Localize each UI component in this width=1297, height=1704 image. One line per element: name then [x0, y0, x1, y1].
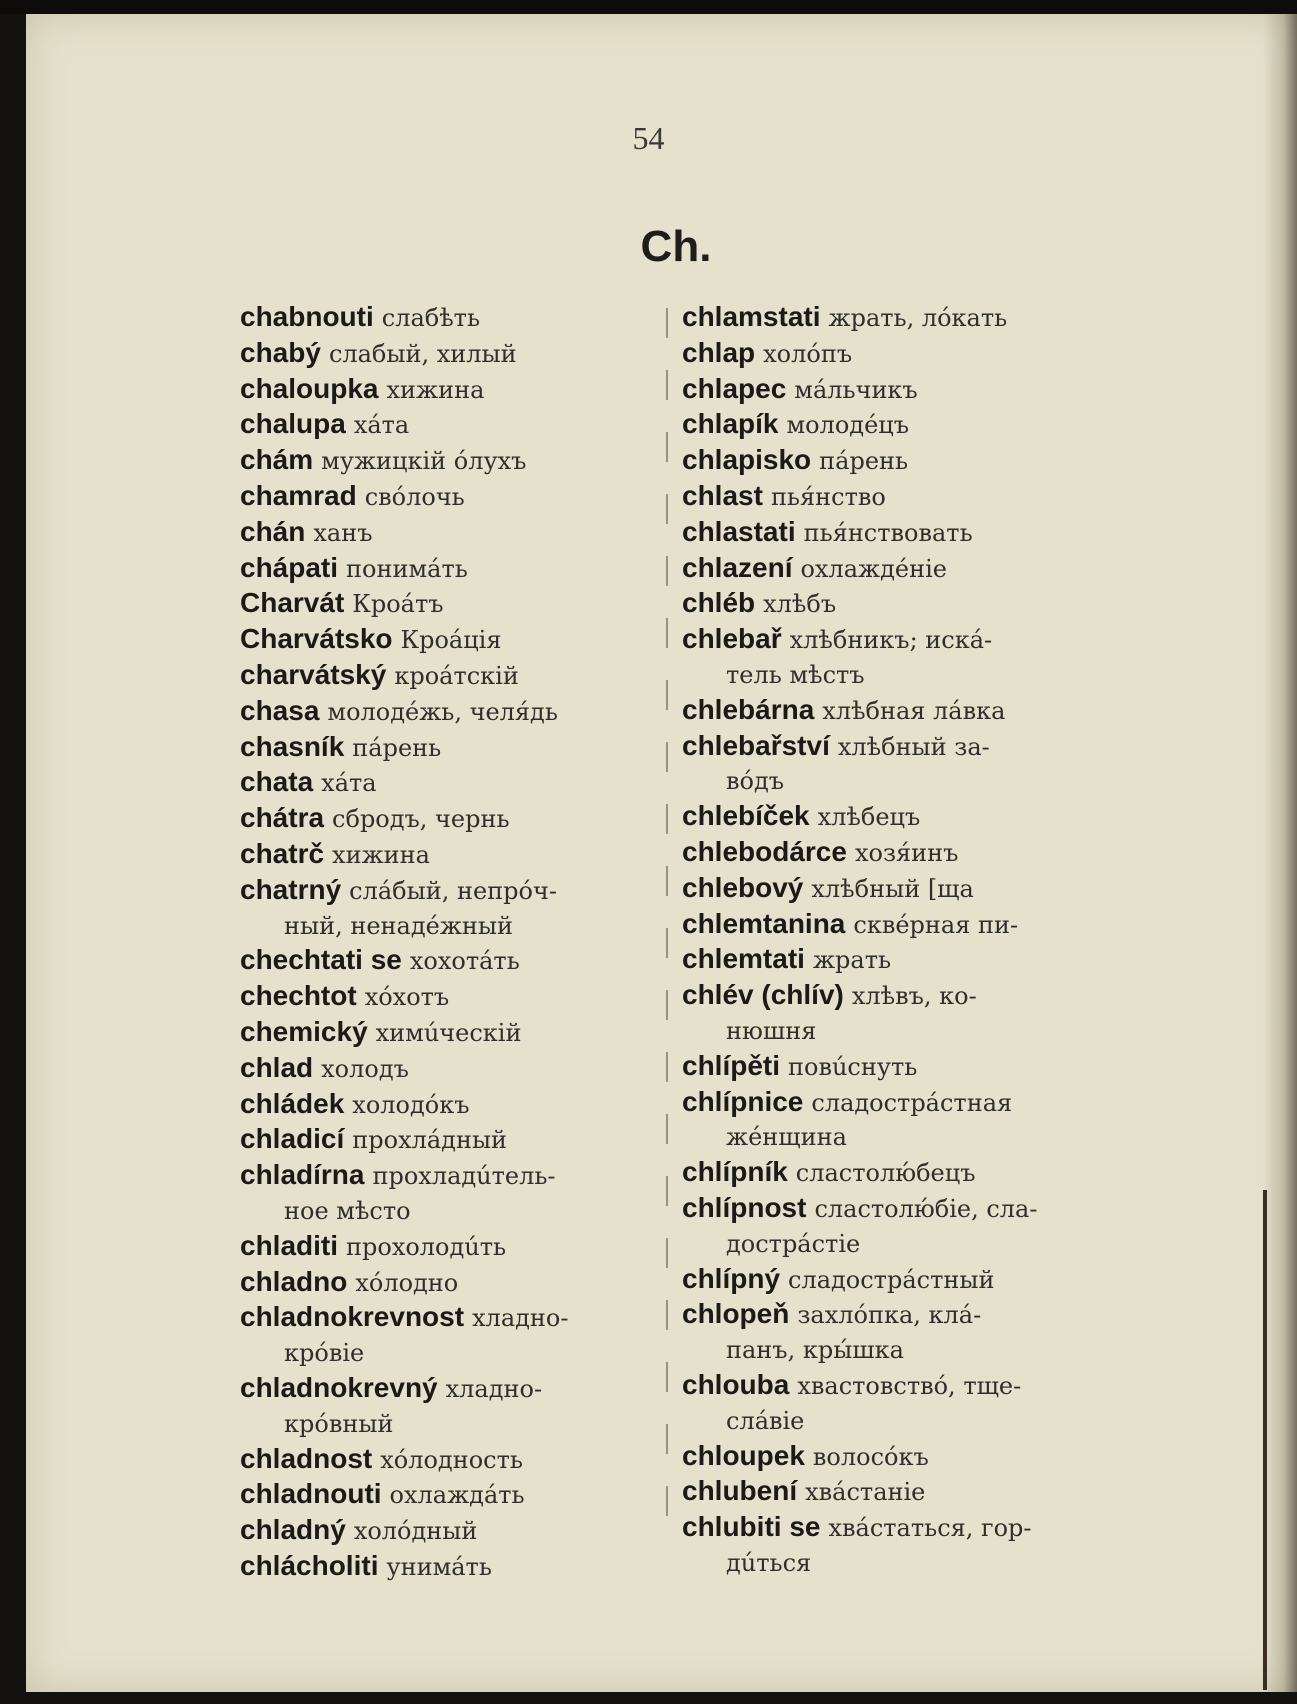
entry-headword: charvátský: [240, 658, 387, 690]
entry-translation-continuation: крóвіе: [284, 1339, 365, 1368]
entry-translation: холóдный: [353, 1517, 478, 1546]
dictionary-entry: [682, 1191, 1102, 1262]
entry-headword: chápati: [240, 551, 339, 583]
entry-translation-continuation: жéнщина: [726, 1123, 847, 1152]
entry-headword: chlemtanina: [682, 907, 846, 939]
entry-headword: chlazení: [682, 551, 793, 583]
entry-translation: хлѣбная лáвка: [822, 696, 1006, 725]
dictionary-entry: [240, 694, 660, 730]
spine-edge: [1263, 1190, 1267, 1690]
dictionary-entry: [682, 1155, 1102, 1191]
dictionary-entry: [240, 1158, 660, 1229]
entry-translation: сластолю́бецъ: [795, 1159, 976, 1188]
entry-headword: chlapisko: [682, 444, 812, 476]
dictionary-entry: [240, 443, 660, 479]
dictionary-entry: [682, 729, 1102, 800]
entry-headword: chládek: [240, 1087, 345, 1119]
dictionary-entry: [682, 1085, 1102, 1156]
entry-headword: chlapík: [682, 408, 779, 440]
entry-translation: хижина: [332, 840, 430, 869]
entry-translation-continuation: тель мѣстъ: [726, 660, 865, 689]
entry-headword: chatrný: [240, 873, 342, 905]
entry-translation: хóлодно: [355, 1268, 459, 1297]
dictionary-entry: [240, 300, 660, 336]
dictionary-entry: [240, 407, 660, 443]
entry-translation: сладострáстная: [811, 1088, 1013, 1117]
entry-translation: хóхотъ: [364, 983, 450, 1012]
entry-headword: chlebárna: [682, 693, 815, 725]
entry-translation: захлóпка, клá-: [797, 1301, 982, 1330]
dictionary-entry: [682, 978, 1102, 1049]
entry-headword: chátra: [240, 802, 325, 834]
entry-headword: chladicí: [240, 1123, 345, 1155]
dictionary-entry: [682, 407, 1102, 443]
dictionary-entry: [682, 300, 1102, 336]
dictionary-entry: [682, 622, 1102, 693]
dictionary-entry: [240, 979, 660, 1015]
entry-headword: chléb: [682, 587, 756, 619]
entry-headword: chán: [240, 515, 306, 547]
entry-translation: слáбый, непрóч-: [349, 876, 557, 905]
dictionary-entry: [682, 336, 1102, 372]
entry-headword: chatrč: [240, 837, 325, 869]
entry-headword: chlebový: [682, 871, 804, 903]
dictionary-entry: [682, 1262, 1102, 1298]
section-title: Ch.: [640, 222, 712, 271]
dictionary-entry: [240, 801, 660, 837]
dictionary-entry: [682, 479, 1102, 515]
entry-headword: chladnouti: [240, 1478, 382, 1510]
entry-translation: понимáть: [346, 554, 468, 583]
entry-translation: молодéжь, челя́дь: [327, 697, 558, 726]
entry-translation: жрать, лóкать: [828, 304, 1008, 332]
entry-translation: слабый, хилый: [328, 339, 517, 368]
dictionary-entry: [682, 515, 1102, 551]
entry-headword: chladiti: [240, 1229, 339, 1261]
entry-headword: chlípník: [682, 1156, 788, 1188]
entry-headword: chlubiti se: [682, 1511, 821, 1543]
dictionary-entry: [682, 942, 1102, 978]
entry-headword: chlast: [682, 479, 763, 511]
entry-translation-continuation: вóдъ: [726, 767, 785, 796]
scan-top-border: [0, 0, 1297, 14]
entry-headword: chlebíček: [682, 800, 810, 832]
entry-translation: хáта: [353, 411, 410, 440]
entry-headword: chlebodárce: [682, 835, 847, 867]
dictionary-entry: [682, 1049, 1102, 1085]
entry-translation: хижина: [386, 375, 485, 404]
entry-translation: пáрень: [352, 733, 442, 762]
dictionary-entry: [682, 835, 1102, 871]
dictionary-entry: [240, 479, 660, 515]
entry-translation: холодóкъ: [352, 1090, 470, 1119]
entry-translation-continuation: слáвіе: [726, 1406, 805, 1435]
entry-translation: сладострáстный: [788, 1265, 995, 1294]
entry-headword: chlípný: [682, 1262, 781, 1294]
entry-translation: повúснуть: [788, 1052, 918, 1081]
dictionary-entry: [240, 1549, 660, 1585]
dictionary-entry: [240, 1087, 660, 1123]
entry-translation: молодéцъ: [786, 411, 909, 440]
dictionary-entry: [240, 943, 660, 979]
entry-translation: прохолодúть: [346, 1232, 507, 1261]
dictionary-entry: [240, 1300, 660, 1371]
entry-headword: chlemtati: [682, 943, 805, 975]
entry-translation: хлѣбный [ща: [811, 874, 974, 903]
entry-translation: мáльчикъ: [794, 375, 918, 404]
dictionary-entry: [240, 586, 660, 622]
entry-headword: chlapec: [682, 372, 787, 404]
dictionary-entry: [682, 799, 1102, 835]
dictionary-entry: [240, 1513, 660, 1549]
entry-translation: жрать: [812, 946, 892, 975]
dictionary-entry: [240, 765, 660, 801]
entry-translation: пья́нствовать: [803, 518, 973, 547]
entry-translation: хозя́инъ: [854, 838, 959, 867]
entry-translation: хлѣбный за-: [837, 732, 990, 761]
entry-translation-continuation: ный, ненадéжный: [284, 911, 514, 940]
entry-translation-continuation: дúться: [726, 1548, 812, 1577]
dictionary-entry: [240, 622, 660, 658]
dictionary-entry: [240, 1442, 660, 1478]
entry-translation: пáрень: [819, 447, 909, 476]
entry-translation: хвáстаніе: [805, 1478, 926, 1507]
dictionary-entry: [240, 336, 660, 372]
entry-translation: охлаждáть: [389, 1481, 525, 1510]
entry-translation: волосóкъ: [812, 1442, 929, 1471]
entry-translation: сквéрная пи-: [853, 910, 1019, 939]
entry-headword: chladnost: [240, 1442, 373, 1474]
entry-translation: хлѣбъ: [763, 590, 837, 619]
entry-headword: chloupek: [682, 1439, 805, 1471]
dictionary-entry: [682, 1297, 1102, 1368]
dictionary-entry: [240, 658, 660, 694]
entry-headword: chalupa: [240, 408, 346, 440]
entry-headword: chlubení: [682, 1475, 798, 1507]
dictionary-entry: [240, 1122, 660, 1158]
column-divider: [666, 308, 668, 1540]
entry-translation: кроáтскій: [394, 661, 519, 690]
entry-translation: хладно-: [445, 1374, 543, 1403]
entry-translation: хлѣбникъ; искá-: [789, 626, 993, 655]
entry-translation: хохотáть: [409, 947, 520, 976]
entry-translation: холодъ: [321, 1054, 409, 1083]
entry-translation: Кроáція: [400, 626, 502, 655]
entry-translation: прохладúтель-: [372, 1162, 556, 1191]
dictionary-entry: [682, 871, 1102, 907]
entry-headword: chasník: [240, 730, 345, 762]
dictionary-entry: [240, 1051, 660, 1087]
entry-translation: прохлáдный: [352, 1126, 508, 1155]
entry-translation: хóлодность: [380, 1445, 523, 1474]
entry-translation: холóпъ: [763, 339, 853, 368]
dictionary-entry: [240, 1015, 660, 1051]
entry-headword: Charvát: [240, 587, 345, 619]
entry-headword: chlípnice: [682, 1085, 804, 1117]
entry-headword: chamrad: [240, 479, 357, 511]
entry-headword: chladírna: [240, 1159, 365, 1191]
dictionary-entry: [682, 693, 1102, 729]
entry-translation: мужицкій óлухъ: [321, 447, 527, 476]
entry-headword: chlév (chlív): [682, 979, 844, 1011]
dictionary-entry: [240, 1229, 660, 1265]
entry-headword: chladnokrevný: [240, 1371, 438, 1403]
entry-headword: chlamstati: [682, 301, 821, 332]
entry-translation: хáта: [321, 769, 377, 798]
entry-translation-continuation: нюшня: [726, 1016, 817, 1045]
dictionary-entry: [240, 1371, 660, 1442]
entry-headword: chlap: [682, 336, 756, 368]
entry-translation: хвастовствó, тще-: [797, 1371, 1022, 1400]
entry-translation: сластолю́біе, сла-: [814, 1194, 1038, 1223]
entry-headword: chechtati se: [240, 944, 402, 976]
dictionary-entry: [682, 551, 1102, 587]
entry-headword: chasa: [240, 694, 320, 726]
dictionary-entry: [682, 1439, 1102, 1475]
entry-translation: пья́нство: [770, 482, 886, 511]
entry-headword: chladný: [240, 1514, 346, 1546]
right-column: [682, 300, 1102, 1581]
page-number: 54: [632, 120, 665, 156]
entry-translation: хвáстаться, гор-: [828, 1514, 1032, 1543]
entry-headword: chlebař: [682, 623, 782, 655]
entry-translation-continuation: панъ, кры́шка: [726, 1336, 904, 1365]
dictionary-entry: [240, 551, 660, 587]
entry-headword: Charvátsko: [240, 623, 393, 655]
dictionary-entry: [682, 1474, 1102, 1510]
dictionary-entry: [240, 837, 660, 873]
entry-translation: сбродъ, чернь: [332, 805, 510, 834]
entry-headword: chlácholiti: [240, 1549, 379, 1581]
entry-translation-continuation: дострáстіе: [726, 1229, 861, 1258]
entry-headword: chaloupka: [240, 372, 379, 404]
dictionary-entry: [240, 1265, 660, 1301]
entry-headword: chladnokrevnost: [240, 1301, 465, 1333]
entry-translation: химúческій: [375, 1018, 522, 1047]
entry-headword: chemický: [240, 1015, 368, 1047]
dictionary-entry: [682, 586, 1102, 622]
entry-headword: chata: [240, 766, 314, 798]
entry-headword: chlopeň: [682, 1298, 790, 1330]
dictionary-entry: [682, 443, 1102, 479]
entry-translation: хлѣвъ, ко-: [851, 982, 977, 1011]
entry-translation-continuation: крóвный: [284, 1409, 394, 1438]
entry-headword: chlípnost: [682, 1191, 807, 1223]
entry-translation: Кроáтъ: [352, 590, 444, 619]
entry-translation: хлѣбецъ: [817, 803, 921, 832]
entry-translation-continuation: ное мѣсто: [284, 1196, 411, 1225]
entry-headword: chlouba: [682, 1368, 790, 1400]
entry-translation: свóлочь: [364, 482, 465, 511]
left-column: [240, 300, 660, 1585]
dictionary-entry: [240, 372, 660, 408]
entry-translation: хладно-: [472, 1304, 569, 1333]
entry-headword: chlad: [240, 1051, 314, 1083]
entry-headword: chladno: [240, 1265, 348, 1297]
entry-headword: chlípěti: [682, 1049, 781, 1081]
entry-headword: chlastati: [682, 515, 796, 547]
entry-headword: chám: [240, 444, 314, 476]
dictionary-entry: [240, 873, 660, 944]
dictionary-entry: [240, 730, 660, 766]
entry-translation: слабѣть: [381, 304, 481, 332]
dictionary-entry: [240, 1477, 660, 1513]
dictionary-entry: [682, 1368, 1102, 1439]
dictionary-entry: [682, 907, 1102, 943]
entry-headword: chabý: [240, 336, 321, 368]
dictionary-entry: [240, 515, 660, 551]
entry-headword: chechtot: [240, 980, 357, 1012]
entry-translation: унимáть: [386, 1552, 492, 1581]
dictionary-entry: [682, 1510, 1102, 1581]
entry-translation: ханъ: [313, 518, 373, 547]
entry-headword: chabnouti: [240, 301, 374, 332]
entry-headword: chlebařství: [682, 729, 830, 761]
dictionary-entry: [682, 372, 1102, 408]
entry-translation: охлаждéніе: [800, 554, 947, 583]
